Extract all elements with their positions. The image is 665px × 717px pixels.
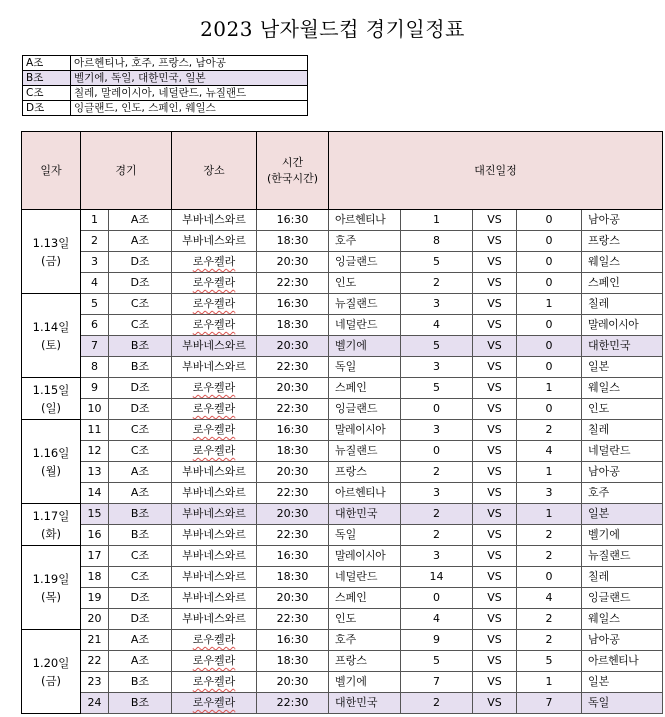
- match-row: [22, 336, 663, 357]
- away-score: 2: [517, 630, 582, 651]
- match-group: A조: [109, 651, 172, 672]
- home-team: 벨기에: [329, 672, 401, 693]
- away-team: 남아공: [582, 462, 663, 483]
- venue-label: 로우켈라: [192, 696, 236, 709]
- match-row: [22, 273, 663, 294]
- match-venue: 부바네스와르: [172, 357, 257, 378]
- title-year: 2023 남자월드컵 경기일정표: [200, 17, 465, 41]
- match-group: D조: [109, 252, 172, 273]
- venue-label: 로우켈라: [192, 633, 236, 646]
- away-score: 0: [517, 357, 582, 378]
- home-score: 3: [401, 420, 473, 441]
- match-group: C조: [109, 420, 172, 441]
- match-time: 22:30: [257, 399, 329, 420]
- match-venue: [172, 441, 257, 462]
- versus-label: VS: [473, 399, 517, 420]
- home-team: 네덜란드: [329, 567, 401, 588]
- away-team: 프랑스: [582, 231, 663, 252]
- home-team: 잉글랜드: [329, 252, 401, 273]
- versus-label: VS: [473, 546, 517, 567]
- group-name: A조: [23, 56, 71, 71]
- versus-label: VS: [473, 441, 517, 462]
- home-team: 말레이시아: [329, 546, 401, 567]
- match-group: C조: [109, 441, 172, 462]
- match-number: 15: [81, 504, 109, 525]
- group-table-body: [23, 56, 308, 116]
- match-group: C조: [109, 294, 172, 315]
- away-team: 잉글랜드: [582, 588, 663, 609]
- match-number: 8: [81, 357, 109, 378]
- match-time: 16:30: [257, 546, 329, 567]
- away-score: 0: [517, 252, 582, 273]
- match-group: B조: [109, 336, 172, 357]
- match-venue: [172, 273, 257, 294]
- away-team: 웨일스: [582, 378, 663, 399]
- match-number: 2: [81, 231, 109, 252]
- match-row: [22, 252, 663, 273]
- match-group: C조: [109, 567, 172, 588]
- match-venue: [172, 399, 257, 420]
- home-team: 네덜란드: [329, 315, 401, 336]
- venue-label: 로우켈라: [192, 276, 236, 289]
- match-venue: [172, 294, 257, 315]
- match-time: 22:30: [257, 357, 329, 378]
- group-row: [23, 101, 308, 116]
- group-table: [22, 55, 308, 116]
- match-row: [22, 567, 663, 588]
- day-weekday: (토): [40, 337, 62, 352]
- home-score: 0: [401, 441, 473, 462]
- day-weekday: (금): [40, 253, 62, 268]
- home-score: 14: [401, 567, 473, 588]
- match-group: A조: [109, 231, 172, 252]
- home-team: 뉴질랜드: [329, 294, 401, 315]
- match-number: 4: [81, 273, 109, 294]
- match-group: D조: [109, 588, 172, 609]
- day-cell: [22, 630, 81, 714]
- away-team: 남아공: [582, 210, 663, 231]
- schedule-body: [22, 210, 663, 714]
- header-time-line1: 시간: [281, 155, 304, 169]
- day-cell: [22, 294, 81, 378]
- away-team: 호주: [582, 483, 663, 504]
- match-number: 24: [81, 693, 109, 714]
- home-score: 3: [401, 357, 473, 378]
- day-cell: [22, 504, 81, 546]
- group-teams: 칠레, 말레이시아, 네덜란드, 뉴질랜드: [71, 86, 308, 101]
- home-team: 독일: [329, 357, 401, 378]
- venue-label: 로우켈라: [192, 444, 236, 457]
- home-score: 5: [401, 336, 473, 357]
- match-row: [22, 588, 663, 609]
- match-venue: [172, 378, 257, 399]
- away-score: 2: [517, 609, 582, 630]
- page-title: [0, 13, 665, 42]
- match-group: B조: [109, 504, 172, 525]
- away-score: 1: [517, 462, 582, 483]
- away-score: 1: [517, 672, 582, 693]
- match-time: 20:30: [257, 252, 329, 273]
- match-number: 20: [81, 609, 109, 630]
- home-team: 아르헨티나: [329, 483, 401, 504]
- header-match: 경기: [81, 132, 172, 210]
- home-score: 2: [401, 504, 473, 525]
- match-number: 13: [81, 462, 109, 483]
- venue-label: 로우켈라: [192, 381, 236, 394]
- venue-label: 로우켈라: [192, 402, 236, 415]
- match-row: [22, 609, 663, 630]
- group-name: C조: [23, 86, 71, 101]
- home-score: 9: [401, 630, 473, 651]
- match-time: 22:30: [257, 525, 329, 546]
- venue-label: 로우켈라: [192, 318, 236, 331]
- versus-label: VS: [473, 378, 517, 399]
- match-group: A조: [109, 483, 172, 504]
- group-teams: 잉글랜드, 인도, 스페인, 웨일스: [71, 101, 308, 116]
- home-team: 호주: [329, 630, 401, 651]
- day-date: 1.14일: [32, 319, 70, 334]
- match-row: [22, 378, 663, 399]
- match-row: [22, 231, 663, 252]
- away-score: 0: [517, 567, 582, 588]
- versus-label: VS: [473, 294, 517, 315]
- venue-label: 로우켈라: [192, 255, 236, 268]
- match-number: 12: [81, 441, 109, 462]
- match-row: [22, 525, 663, 546]
- match-group: B조: [109, 525, 172, 546]
- match-row: [22, 630, 663, 651]
- match-row: [22, 210, 663, 231]
- home-team: 스페인: [329, 588, 401, 609]
- header-schedule: 대진일정: [329, 132, 663, 210]
- match-group: D조: [109, 399, 172, 420]
- versus-label: VS: [473, 483, 517, 504]
- away-score: 1: [517, 378, 582, 399]
- versus-label: VS: [473, 525, 517, 546]
- match-number: 22: [81, 651, 109, 672]
- match-row: [22, 504, 663, 525]
- home-team: 뉴질랜드: [329, 441, 401, 462]
- match-row: [22, 399, 663, 420]
- away-team: 벨기에: [582, 525, 663, 546]
- day-cell: [22, 210, 81, 294]
- versus-label: VS: [473, 210, 517, 231]
- versus-label: VS: [473, 504, 517, 525]
- match-venue: [172, 630, 257, 651]
- match-venue: [172, 672, 257, 693]
- match-time: 18:30: [257, 567, 329, 588]
- versus-label: VS: [473, 231, 517, 252]
- day-cell: [22, 378, 81, 420]
- home-team: 말레이시아: [329, 420, 401, 441]
- header-venue: 장소: [172, 132, 257, 210]
- away-score: 2: [517, 420, 582, 441]
- day-weekday: (화): [40, 526, 62, 541]
- home-score: 2: [401, 273, 473, 294]
- away-score: 2: [517, 546, 582, 567]
- versus-label: VS: [473, 420, 517, 441]
- match-venue: [172, 693, 257, 714]
- away-score: 5: [517, 651, 582, 672]
- versus-label: VS: [473, 693, 517, 714]
- day-weekday: (금): [40, 673, 62, 688]
- match-time: 20:30: [257, 378, 329, 399]
- match-number: 3: [81, 252, 109, 273]
- match-venue: 부바네스와르: [172, 483, 257, 504]
- group-teams: 아르헨티나, 호주, 프랑스, 남아공: [71, 56, 308, 71]
- match-time: 18:30: [257, 651, 329, 672]
- match-row: [22, 441, 663, 462]
- match-row: [22, 462, 663, 483]
- match-venue: 부바네스와르: [172, 546, 257, 567]
- away-team: 인도: [582, 399, 663, 420]
- day-date: 1.15일: [32, 382, 70, 397]
- match-group: A조: [109, 630, 172, 651]
- day-cell: [22, 546, 81, 630]
- day-date: 1.20일: [32, 655, 70, 670]
- header-time: [257, 132, 329, 210]
- match-time: 18:30: [257, 315, 329, 336]
- match-time: 22:30: [257, 273, 329, 294]
- away-team: 아르헨티나: [582, 651, 663, 672]
- versus-label: VS: [473, 273, 517, 294]
- schedule-table: [21, 131, 663, 714]
- home-score: 0: [401, 399, 473, 420]
- match-venue: 부바네스와르: [172, 588, 257, 609]
- versus-label: VS: [473, 609, 517, 630]
- match-time: 20:30: [257, 462, 329, 483]
- home-team: 대한민국: [329, 504, 401, 525]
- away-score: 2: [517, 525, 582, 546]
- home-team: 아르헨티나: [329, 210, 401, 231]
- day-weekday: (일): [40, 400, 62, 415]
- away-team: 웨일스: [582, 609, 663, 630]
- away-team: 스페인: [582, 273, 663, 294]
- day-cell: [22, 420, 81, 504]
- versus-label: VS: [473, 630, 517, 651]
- home-score: 5: [401, 651, 473, 672]
- venue-label: 로우켈라: [192, 423, 236, 436]
- home-score: 1: [401, 210, 473, 231]
- match-number: 23: [81, 672, 109, 693]
- match-venue: 부바네스와르: [172, 336, 257, 357]
- match-group: B조: [109, 693, 172, 714]
- home-team: 인도: [329, 273, 401, 294]
- away-team: 네덜란드: [582, 441, 663, 462]
- match-group: B조: [109, 672, 172, 693]
- home-team: 프랑스: [329, 462, 401, 483]
- home-score: 5: [401, 252, 473, 273]
- home-score: 2: [401, 693, 473, 714]
- away-team: 웨일스: [582, 252, 663, 273]
- away-score: 0: [517, 399, 582, 420]
- versus-label: VS: [473, 651, 517, 672]
- home-score: 8: [401, 231, 473, 252]
- away-score: 0: [517, 273, 582, 294]
- versus-label: VS: [473, 315, 517, 336]
- away-team: 남아공: [582, 630, 663, 651]
- venue-label: 로우켈라: [192, 654, 236, 667]
- match-group: A조: [109, 462, 172, 483]
- away-team: 말레이시아: [582, 315, 663, 336]
- away-score: 0: [517, 336, 582, 357]
- home-score: 3: [401, 294, 473, 315]
- match-venue: 부바네스와르: [172, 462, 257, 483]
- match-group: D조: [109, 378, 172, 399]
- match-number: 10: [81, 399, 109, 420]
- match-number: 6: [81, 315, 109, 336]
- away-team: 칠레: [582, 294, 663, 315]
- away-team: 독일: [582, 693, 663, 714]
- away-team: 일본: [582, 504, 663, 525]
- versus-label: VS: [473, 357, 517, 378]
- match-number: 17: [81, 546, 109, 567]
- match-venue: [172, 252, 257, 273]
- away-team: 일본: [582, 672, 663, 693]
- match-number: 16: [81, 525, 109, 546]
- away-team: 칠레: [582, 420, 663, 441]
- match-venue: 부바네스와르: [172, 210, 257, 231]
- day-weekday: (목): [40, 589, 62, 604]
- match-group: B조: [109, 357, 172, 378]
- home-team: 스페인: [329, 378, 401, 399]
- group-name: B조: [23, 71, 71, 86]
- away-team: 칠레: [582, 567, 663, 588]
- day-date: 1.16일: [32, 445, 70, 460]
- match-time: 22:30: [257, 609, 329, 630]
- match-venue: [172, 651, 257, 672]
- match-time: 18:30: [257, 441, 329, 462]
- home-team: 대한민국: [329, 693, 401, 714]
- match-number: 5: [81, 294, 109, 315]
- versus-label: VS: [473, 588, 517, 609]
- match-time: 22:30: [257, 483, 329, 504]
- match-time: 20:30: [257, 336, 329, 357]
- venue-label: 로우켈라: [192, 675, 236, 688]
- match-venue: 부바네스와르: [172, 609, 257, 630]
- versus-label: VS: [473, 462, 517, 483]
- home-team: 프랑스: [329, 651, 401, 672]
- away-score: 1: [517, 294, 582, 315]
- group-name: D조: [23, 101, 71, 116]
- match-number: 18: [81, 567, 109, 588]
- away-score: 0: [517, 231, 582, 252]
- match-time: 16:30: [257, 294, 329, 315]
- group-row: [23, 71, 308, 86]
- match-row: [22, 357, 663, 378]
- match-time: 16:30: [257, 630, 329, 651]
- group-row: [23, 56, 308, 71]
- match-venue: 부바네스와르: [172, 504, 257, 525]
- match-time: 20:30: [257, 672, 329, 693]
- match-venue: 부바네스와르: [172, 525, 257, 546]
- match-group: D조: [109, 273, 172, 294]
- match-number: 11: [81, 420, 109, 441]
- match-time: 16:30: [257, 210, 329, 231]
- match-group: C조: [109, 546, 172, 567]
- match-row: [22, 546, 663, 567]
- match-row: [22, 672, 663, 693]
- away-score: 0: [517, 315, 582, 336]
- match-venue: [172, 420, 257, 441]
- match-number: 7: [81, 336, 109, 357]
- match-time: 18:30: [257, 231, 329, 252]
- match-group: D조: [109, 609, 172, 630]
- away-score: 0: [517, 210, 582, 231]
- match-number: 9: [81, 378, 109, 399]
- home-score: 3: [401, 546, 473, 567]
- versus-label: VS: [473, 567, 517, 588]
- match-venue: 부바네스와르: [172, 567, 257, 588]
- match-row: [22, 420, 663, 441]
- home-score: 4: [401, 609, 473, 630]
- versus-label: VS: [473, 672, 517, 693]
- group-row: [23, 86, 308, 101]
- match-time: 20:30: [257, 504, 329, 525]
- match-group: A조: [109, 210, 172, 231]
- away-score: 1: [517, 504, 582, 525]
- away-score: 7: [517, 693, 582, 714]
- home-score: 4: [401, 315, 473, 336]
- home-score: 3: [401, 483, 473, 504]
- day-date: 1.13일: [32, 235, 70, 250]
- home-score: 2: [401, 525, 473, 546]
- match-number: 19: [81, 588, 109, 609]
- match-number: 14: [81, 483, 109, 504]
- venue-label: 로우켈라: [192, 297, 236, 310]
- match-row: [22, 294, 663, 315]
- versus-label: VS: [473, 252, 517, 273]
- away-score: 4: [517, 441, 582, 462]
- match-time: 20:30: [257, 588, 329, 609]
- match-group: C조: [109, 315, 172, 336]
- match-row: [22, 483, 663, 504]
- match-venue: [172, 315, 257, 336]
- home-score: 7: [401, 672, 473, 693]
- header-date: 일자: [22, 132, 81, 210]
- away-team: 뉴질랜드: [582, 546, 663, 567]
- home-team: 독일: [329, 525, 401, 546]
- home-team: 호주: [329, 231, 401, 252]
- away-score: 3: [517, 483, 582, 504]
- header-time-line2: (한국시간): [266, 171, 319, 185]
- home-team: 인도: [329, 609, 401, 630]
- schedule-header: [22, 132, 663, 210]
- day-weekday: (월): [40, 463, 62, 478]
- match-time: 16:30: [257, 420, 329, 441]
- day-date: 1.17일: [32, 508, 70, 523]
- match-row: [22, 651, 663, 672]
- match-row: [22, 315, 663, 336]
- match-venue: 부바네스와르: [172, 231, 257, 252]
- versus-label: VS: [473, 336, 517, 357]
- home-score: 0: [401, 588, 473, 609]
- away-team: 대한민국: [582, 336, 663, 357]
- match-row: [22, 693, 663, 714]
- away-score: 4: [517, 588, 582, 609]
- home-team: 잉글랜드: [329, 399, 401, 420]
- match-number: 21: [81, 630, 109, 651]
- home-score: 2: [401, 462, 473, 483]
- away-team: 일본: [582, 357, 663, 378]
- home-score: 5: [401, 378, 473, 399]
- home-team: 벨기에: [329, 336, 401, 357]
- match-time: 22:30: [257, 693, 329, 714]
- match-number: 1: [81, 210, 109, 231]
- group-teams: 벨기에, 독일, 대한민국, 일본: [71, 71, 308, 86]
- day-date: 1.19일: [32, 571, 70, 586]
